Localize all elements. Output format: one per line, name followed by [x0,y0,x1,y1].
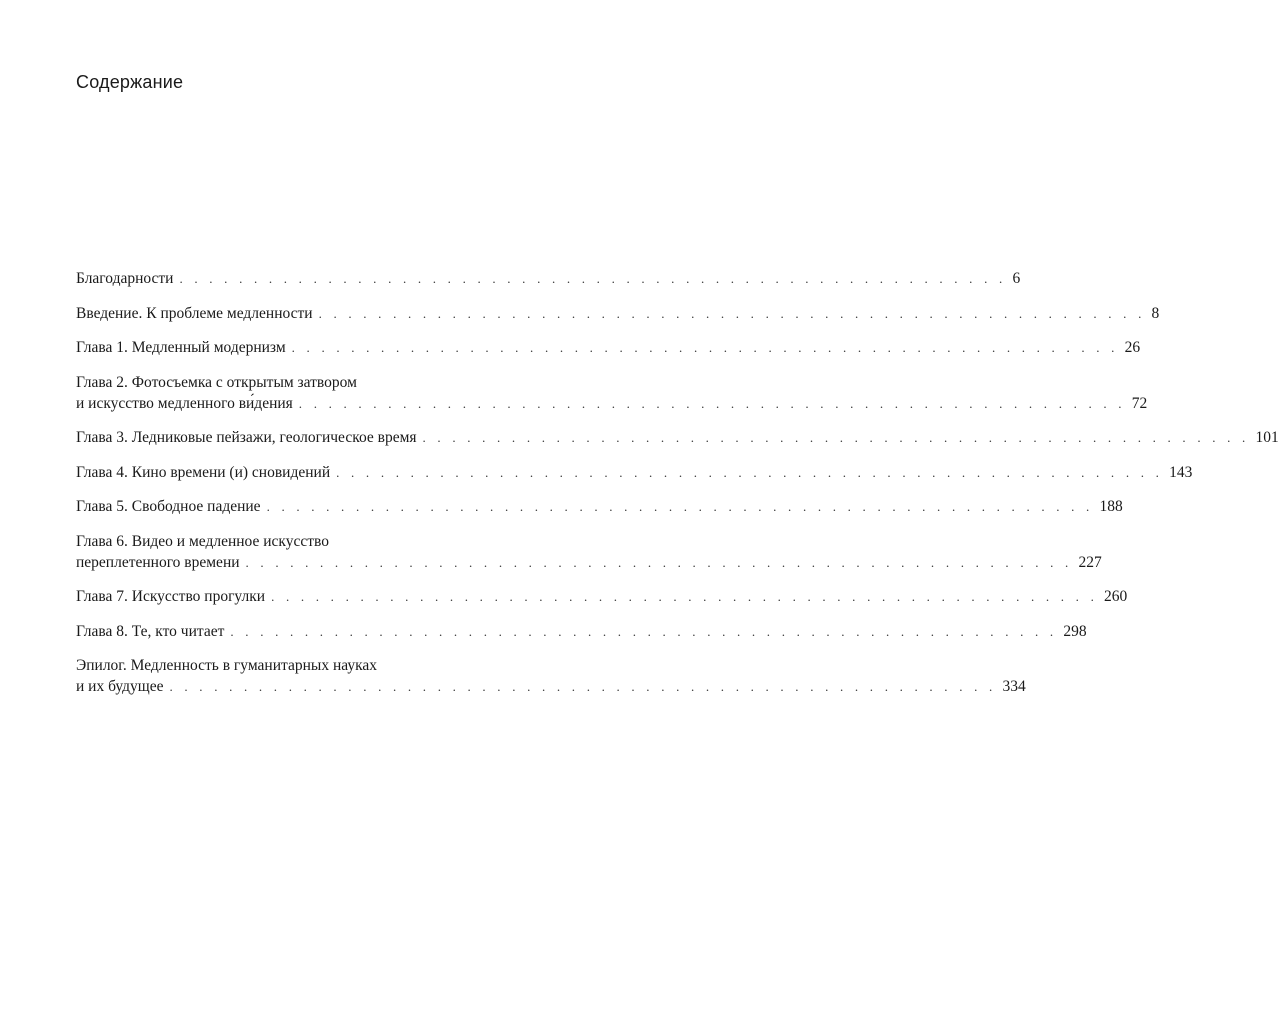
dot-leader: . . . . . . . . . . . . . . . . . . . . . . . . . . . . . . . . . . . . . . . . . . . . . . . . . . . . . . . . [298,395,1126,411]
dot-leader: . . . . . . . . . . . . . . . . . . . . . . . . . . . . . . . . . . . . . . . . . . . . . . . . . . . . . . . . [291,340,1119,355]
toc-entry[interactable] [76,337,1141,358]
toc-entry-title-line-2: и искусство медленного ви́дения [76,394,293,412]
toc-entry-title: Глава 3. Ледниковые пейзажи, геологическое время [76,429,417,446]
toc-page-number: 26 [1124,339,1141,356]
dot-leader: . . . . . . . . . . . . . . . . . . . . . . . . . . . . . . . . . . . . . . . . . . . . . . . . . . . . . . . . [169,679,997,694]
toc-entry-title: Глава 7. Искусство прогулки [76,588,266,605]
toc-page-number: 188 [1099,498,1123,515]
toc-entry[interactable] [76,496,1123,517]
toc-entry[interactable] [76,268,1021,289]
dot-leader: . . . . . . . . . . . . . . . . . . . . . . . . . . . . . . . . . . . . . . . . . . . . . . . . . . . . . . . . [230,623,1058,639]
toc-entry[interactable] [76,372,1148,414]
dot-leader: . . . . . . . . . . . . . . . . . . . . . . . . . . . . . . . . . . . . . . . . . . . . . . . . . . . . . . . . [179,271,1007,286]
toc-page-number: 227 [1078,553,1102,571]
toc-entry-title: Глава 4. Кино времени (и) сновидений [76,463,331,481]
toc-entry-title-line-1: Глава 6. Видео и медленное искусство [76,532,329,550]
dot-leader: . . . . . . . . . . . . . . . . . . . . . . . . . . . . . . . . . . . . . . . . . . . . . . . . . . . . . . . . [245,554,1073,570]
toc-entry-title: Введение. К проблеме медленности [76,304,313,322]
toc-page-number: 6 [1012,270,1021,287]
dot-leader: . . . . . . . . . . . . . . . . . . . . . . . . . . . . . . . . . . . . . . . . . . . . . . . . . . . . . . . . [422,430,1250,445]
toc-page-number: 334 [1002,678,1026,695]
toc-page-number: 143 [1169,463,1193,481]
toc-page-number: 8 [1151,304,1160,322]
toc-entry-title: Глава 1. Медленный модернизм [76,339,286,356]
toc-entry-title: Глава 5. Свободное падение [76,498,261,515]
toc-page-number: 298 [1063,622,1087,640]
toc-entry-title-line-2: и их будущее [76,678,164,695]
table-of-contents [76,268,1279,711]
toc-page-number: 101 [1255,429,1279,446]
dot-leader: . . . . . . . . . . . . . . . . . . . . . . . . . . . . . . . . . . . . . . . . . . . . . . . . . . . . . . . . [318,305,1146,321]
toc-entry-title-line-2: переплетенного времени [76,553,240,571]
page-title: Содержание [76,72,184,92]
toc-entry-title-line-1: Эпилог. Медленность в гуманитарных науках [76,657,378,674]
toc-entry-title: Глава 8. Те, кто читает [76,622,225,640]
toc-entry-title: Благодарности [76,270,174,287]
toc-entry[interactable] [76,655,1026,697]
dot-leader: . . . . . . . . . . . . . . . . . . . . . . . . . . . . . . . . . . . . . . . . . . . . . . . . . . . . . . . . [266,499,1094,514]
toc-entry-title-line-1: Глава 2. Фотосъемка с открытым затвором [76,373,357,391]
toc-entry[interactable] [76,531,1102,573]
dot-leader: . . . . . . . . . . . . . . . . . . . . . . . . . . . . . . . . . . . . . . . . . . . . . . . . . . . . . . . . [271,589,1099,604]
toc-page-number: 72 [1131,394,1148,412]
toc-entry[interactable] [76,621,1087,642]
toc-entry[interactable] [76,462,1193,483]
toc-entry[interactable] [76,586,1128,607]
toc-entry[interactable] [76,303,1160,324]
dot-leader: . . . . . . . . . . . . . . . . . . . . . . . . . . . . . . . . . . . . . . . . . . . . . . . . . . . . . . . . [336,464,1164,480]
toc-page-number: 260 [1104,588,1128,605]
toc-entry[interactable] [76,427,1279,448]
